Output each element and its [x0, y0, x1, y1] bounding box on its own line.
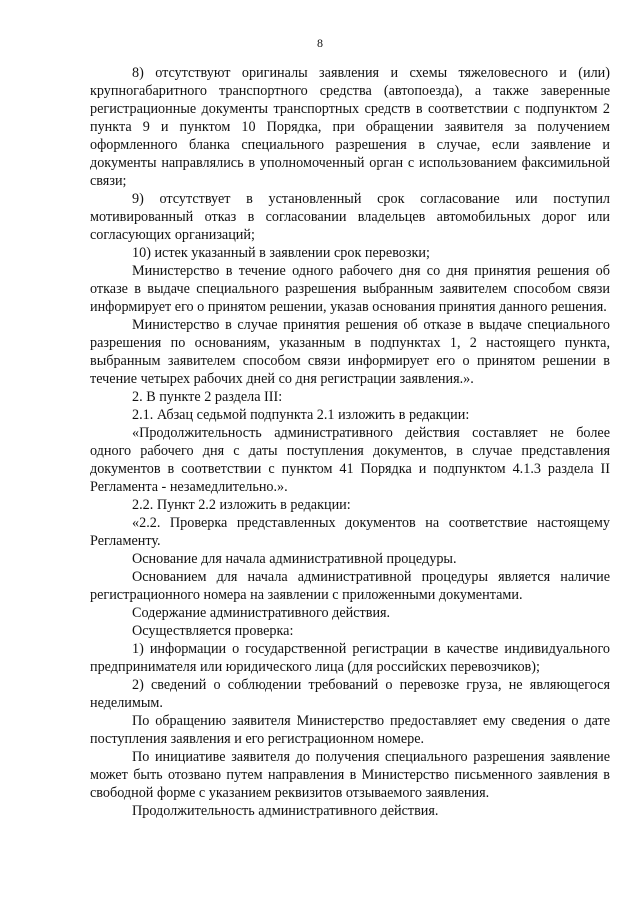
paragraph: 2. В пункте 2 раздела III: — [132, 389, 283, 405]
paragraph: 2.2. Пункт 2.2 изложить в редакции: — [132, 497, 351, 513]
paragraph: 8) отсутствуют оригиналы заявления и схемы тяжеловесного и (или) крупногабаритного транспортного средства (автопоезда), а также заверенные регистрационные документы транспортных средств в соответствии с подпунктом 2 пункта 9 и пунктом 10 Порядка, при обращении заявителя за получением оформленного бланка специального разрешения в случае, если заявление и документы направлялись в уполномоченный орган с использованием факсимильной связи; — [90, 65, 610, 189]
paragraph: 10) истек указанный в заявлении срок перевозки; — [132, 245, 430, 261]
document-body — [90, 64, 610, 820]
paragraph: Министерство в течение одного рабочего дня со дня принятия решения об отказе в выдаче специального разрешения выбранным заявителем способом связи информирует его о принятом решении, указав основания принятия данного решения. — [90, 263, 610, 315]
paragraph: 1) информации о государственной регистрации в качестве индивидуального предпринимателя или юридического лица (для российских перевозчиков); — [90, 641, 610, 675]
page-number: 8 — [317, 36, 323, 50]
paragraph: Основанием для начала административной процедуры является наличие регистрационного номера на заявлении с приложенными документами. — [90, 569, 610, 603]
paragraph: 2.1. Абзац седьмой подпункта 2.1 изложить в редакции: — [132, 407, 470, 423]
paragraph: Осуществляется проверка: — [132, 623, 294, 639]
paragraph: «2.2. Проверка представленных документов на соответствие настоящему Регламенту. — [90, 515, 610, 549]
paragraph: Основание для начала административной процедуры. — [132, 551, 457, 567]
paragraph: По инициативе заявителя до получения специального разрешения заявление может быть отозвано путем направления в Министерство письменного заявления в свободной форме с указанием реквизитов отзываемого заявления. — [90, 749, 610, 801]
paragraph: Содержание административного действия. — [132, 605, 391, 621]
paragraph: По обращению заявителя Министерство предоставляет ему сведения о дате поступления заявления и его регистрационном номере. — [90, 713, 610, 747]
paragraph: Министерство в случае принятия решения об отказе в выдаче специального разрешения по основаниям, указанным в подпунктах 1, 2 настоящего пункта, выбранным заявителем способом связи информирует его о принятом решении в течение четырех рабочих дней со дня регистрации заявления.». — [90, 317, 610, 387]
paragraph: 9) отсутствует в установленный срок согласование или поступил мотивированный отказ в согласовании владельцев автомобильных дорог или согласующих организаций; — [90, 191, 610, 243]
paragraph: 2) сведений о соблюдении требований о перевозке груза, не являющегося неделимым. — [90, 677, 610, 711]
paragraph: «Продолжительность административного действия составляет не более одного рабочего дня с даты поступления документов, в случае представления документов в соответствии с пунктом 41 Порядка и подпунктом 4.1.3 раздела II Регламента - незамедлительно.». — [90, 425, 610, 495]
paragraph: Продолжительность административного действия. — [132, 803, 439, 819]
